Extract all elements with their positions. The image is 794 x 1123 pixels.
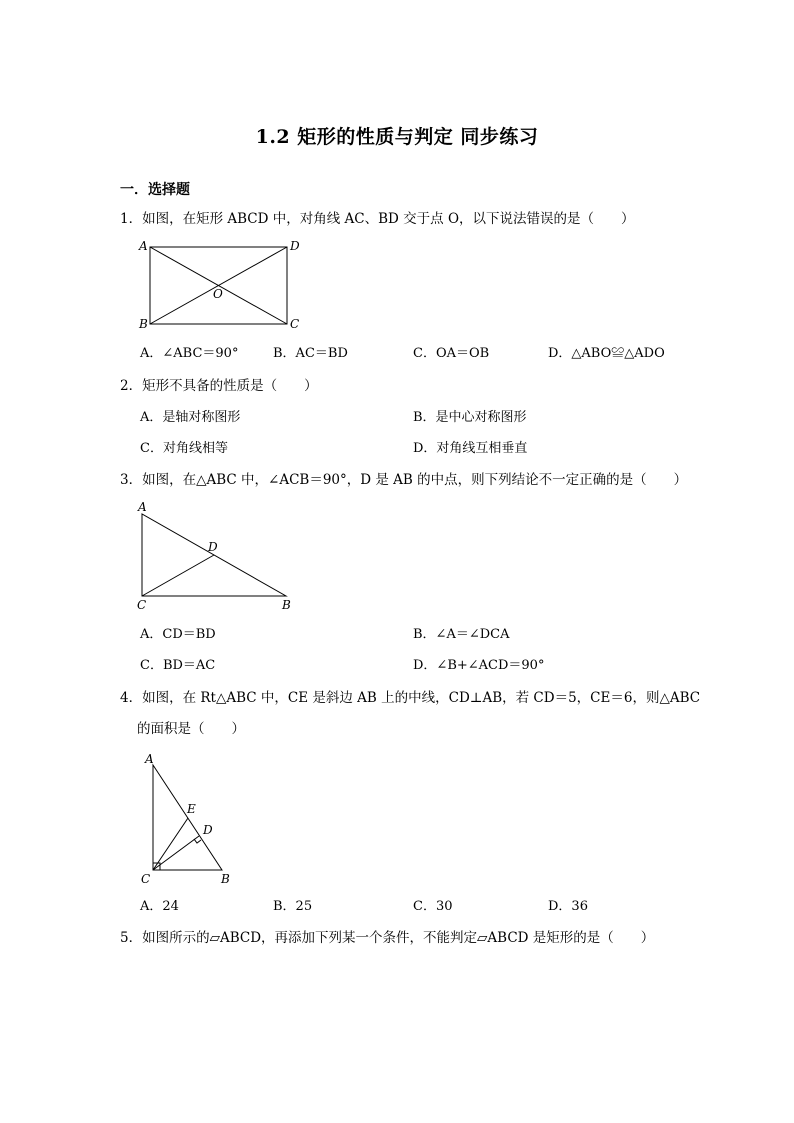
question-5-stem: 5．如图所示的▱ABCD，再添加下列某一个条件，不能判定▱ABCD 是矩形的是（ ） xyxy=(120,930,655,946)
label-b: B xyxy=(221,872,230,886)
q3-option-b[interactable]: B．∠A＝∠DCA xyxy=(413,627,510,642)
right-angle-d xyxy=(194,839,201,843)
q2-option-d[interactable]: D．对角线互相垂直 xyxy=(413,441,528,456)
label-a: A xyxy=(145,752,154,766)
q1-option-a[interactable]: A．∠ABC＝90° xyxy=(140,346,239,361)
q3-option-c[interactable]: C．BD＝AC xyxy=(140,658,216,673)
section-heading: 一．选择题 xyxy=(120,182,190,198)
label-b: B xyxy=(139,317,148,331)
q2-option-b[interactable]: B．是中心对称图形 xyxy=(413,410,527,425)
question-4-stem-line1: 4．如图，在 Rt△ABC 中，CE 是斜边 AB 上的中线，CD⊥AB，若 CD＝5，CE＝6，则△ABC xyxy=(120,690,701,706)
question-3-stem: 3．如图，在△ABC 中，∠ACB＝90°，D 是 AB 的中点，则下列结论不一定正确的是（ ） xyxy=(120,472,688,488)
q4-option-d[interactable]: D．36 xyxy=(548,899,588,914)
label-o: O xyxy=(213,287,223,301)
q4-option-a[interactable]: A．24 xyxy=(140,899,179,914)
question-1-stem: 1．如图，在矩形 ABCD 中，对角线 AC、BD 交于点 O，以下说法错误的是（ ） xyxy=(120,211,635,227)
median-ce xyxy=(153,818,188,870)
page-title: 1.2 矩形的性质与判定 同步练习 xyxy=(255,126,539,148)
q1-option-b[interactable]: B．AC＝BD xyxy=(273,346,348,361)
label-a: A xyxy=(139,239,148,253)
label-d: D xyxy=(203,823,213,837)
label-e: E xyxy=(187,802,196,816)
q4-option-c[interactable]: C．30 xyxy=(413,899,453,914)
q3-option-d[interactable]: D．∠B+∠ACD＝90° xyxy=(413,658,545,673)
question-2-stem: 2．矩形不具备的性质是（ ） xyxy=(120,378,318,394)
question-4-stem-line2: 的面积是（ ） xyxy=(137,721,245,737)
label-b: B xyxy=(282,598,291,612)
label-c: C xyxy=(141,872,151,886)
q1-option-c[interactable]: C．OA＝OB xyxy=(413,346,490,361)
label-c: C xyxy=(290,317,300,331)
q2-option-a[interactable]: A．是轴对称图形 xyxy=(140,410,241,425)
q4-option-b[interactable]: B．25 xyxy=(273,899,313,914)
label-a: A xyxy=(138,500,147,514)
label-d: D xyxy=(290,239,300,253)
q1-option-d[interactable]: D．△ABO≌△ADO xyxy=(548,346,665,361)
q2-option-c[interactable]: C．对角线相等 xyxy=(140,441,228,456)
label-d: D xyxy=(208,540,218,554)
label-c: C xyxy=(137,598,147,612)
q3-option-a[interactable]: A．CD＝BD xyxy=(140,627,216,642)
